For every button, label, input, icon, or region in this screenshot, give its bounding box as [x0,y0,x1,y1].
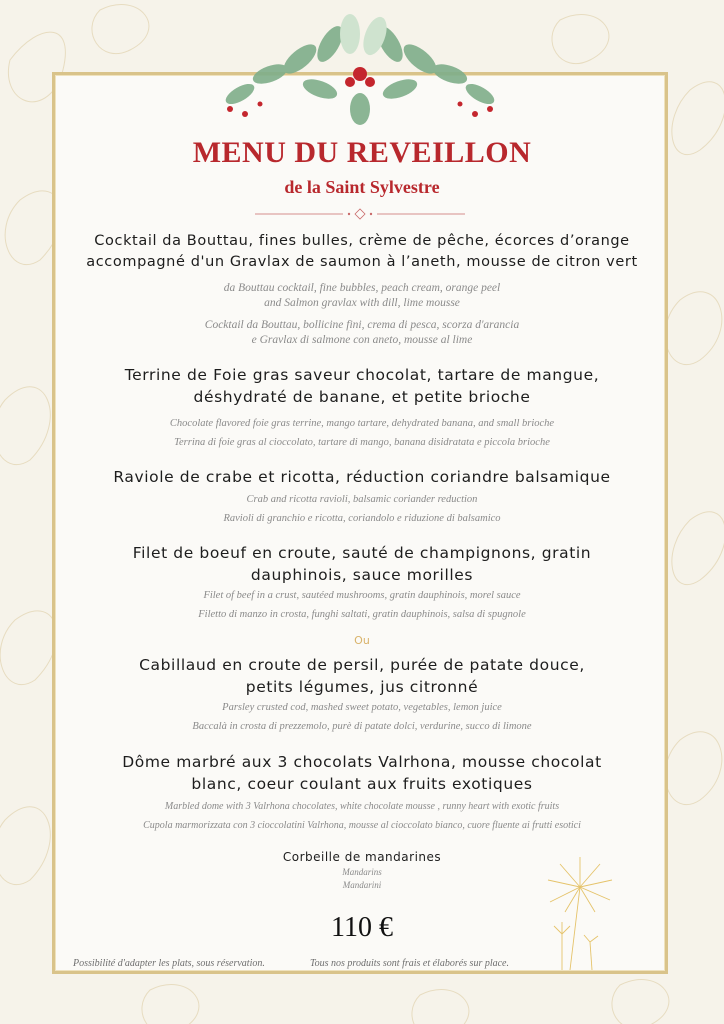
course-fr-line: Filet de boeuf en croute, sauté de champignons, gratin [132,544,592,562]
course-fr-line: Terrine de Foie gras saveur chocolat, tartare de mangue, [124,366,600,384]
footnote-right: Tous nos produits sont frais et élaborés sur place. [310,958,509,969]
course-it-line: Ravioli di granchio e ricotta, coriandolo e riduzione di balsamico [223,513,501,524]
course-foie-gras-tr [60,416,664,450]
course-en-line: Filet of beef in a crust, sautéed mushrooms, gratin dauphinois, morel sauce [203,590,521,601]
course-it-line: Cocktail da Bouttau, bollicine fini, crema di pesca, scorza d'arancia [204,319,520,331]
course-fr-line: Cabillaud en croute de persil, purée de patate douce, [139,656,585,674]
firework-icon [540,852,620,972]
menu-price: 110 € [331,912,393,943]
course-filet-boeuf [60,542,664,586]
course-cabillaud-tr [60,700,664,734]
extra-en: Mandarins [342,867,382,877]
course-en-line: Parsley crusted cod, mashed sweet potato, vegetables, lemon juice [222,702,502,713]
course-cocktail [60,231,664,273]
course-raviole-tr [60,492,664,526]
course-it-line: Terrina di foie gras al cioccolato, tartare di mango, banana disidratata e piccola brioche [174,437,550,448]
divider-icon [255,207,465,221]
course-en-line: Crab and ricotta ravioli, balsamic coriander reduction [246,494,478,505]
course-fr-line: dauphinois, sauce morilles [250,566,474,584]
course-it-line: Cupola marmorizzata con 3 cioccolatini Valrhona, mousse al cioccolato bianco, cuore fluente ai frutti esotici [143,820,581,831]
course-en-line: da Bouttau cocktail, fine bubbles, peach cream, orange peel [223,282,501,294]
course-dome [60,751,664,795]
course-cabillaud [60,654,664,698]
course-en-line: Marbled dome with 3 Valrhona chocolates, white chocolate mousse , runny heart with exotic fruits [164,801,560,812]
course-it-line: Baccalà in crosta di prezzemolo, purè di patate dolci, verdurine, succo di limone [192,721,532,732]
menu-subtitle: de la Saint Sylvestre [284,177,440,197]
course-fr-line: petits légumes, jus citronné [245,678,479,696]
course-raviole [60,466,664,488]
course-fr-line: Raviole de crabe et ricotta, réduction coriandre balsamique [113,468,611,486]
course-it-line: Filetto di manzo in crosta, funghi saltati, gratin dauphinois, salsa di spugnole [198,609,526,620]
course-fr-line: Cocktail da Bouttau, fines bulles, crème de pêche, écorces d’orange [94,233,630,249]
course-filet-boeuf-tr [60,588,664,622]
course-cocktail-en [60,281,664,311]
course-it-line: e Gravlax di salmone con aneto, mousse al lime [251,334,473,346]
course-fr-line: déshydraté de banane, et petite brioche [193,388,531,406]
extra-fr: Corbeille de mandarines [282,850,442,864]
course-dome-tr [60,799,664,833]
course-en-line: Chocolate flavored foie gras terrine, mango tartare, dehydrated banana, and small brioche [169,418,555,429]
course-foie-gras [60,364,664,408]
course-fr-line: blanc, coeur coulant aux fruits exotiques [191,775,533,793]
course-en-line: and Salmon gravlax with dill, lime mousse [264,297,460,309]
course-fr-line: accompagné d'un Gravlax de saumon à l’aneth, mousse de citron vert [86,254,638,270]
garland-icon [200,14,520,134]
course-fr-line: Dôme marbré aux 3 chocolats Valrhona, mousse chocolat [122,753,602,771]
footnote-left: Possibilité d'adapter les plats, sous réservation. [73,958,265,969]
course-cocktail-it [60,318,664,348]
or-separator: Ou [354,634,370,647]
menu-title: MENU DU REVEILLON [192,136,532,169]
extra-it: Mandarini [342,880,382,890]
